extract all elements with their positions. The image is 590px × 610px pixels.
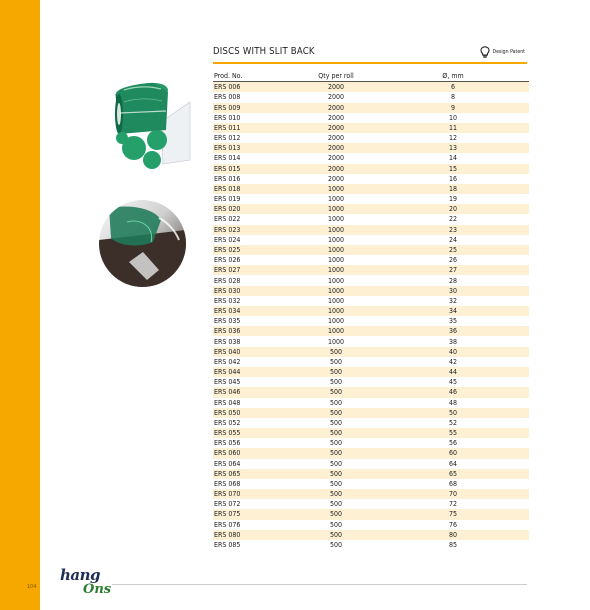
col-header-diameter: Ø, mm [377, 71, 529, 82]
cell-qty: 1000 [295, 306, 377, 316]
cell-diameter: 42 [377, 357, 529, 367]
table-row [213, 459, 529, 469]
cell-qty: 500 [295, 347, 377, 357]
table-row [213, 367, 529, 377]
table-row [213, 438, 529, 448]
cell-qty: 1000 [295, 225, 377, 235]
cell-prod-no: ERS 023 [213, 225, 295, 235]
table-row [213, 174, 529, 184]
cell-qty: 500 [295, 530, 377, 540]
table-row [213, 398, 529, 408]
cell-diameter: 12 [377, 133, 529, 143]
cell-qty: 2000 [295, 153, 377, 163]
table-row [213, 520, 529, 530]
cell-qty: 500 [295, 459, 377, 469]
table-row [213, 194, 529, 204]
cell-prod-no: ERS 013 [213, 143, 295, 153]
cell-diameter: 38 [377, 336, 529, 346]
cell-prod-no: ERS 036 [213, 326, 295, 336]
cell-prod-no: ERS 052 [213, 418, 295, 428]
cell-qty: 1000 [295, 316, 377, 326]
cell-diameter: 13 [377, 143, 529, 153]
cell-prod-no: ERS 026 [213, 255, 295, 265]
cell-prod-no: ERS 028 [213, 275, 295, 285]
cell-qty: 500 [295, 509, 377, 519]
table-row [213, 214, 529, 224]
cell-diameter: 30 [377, 286, 529, 296]
cell-prod-no: ERS 011 [213, 123, 295, 133]
cell-prod-no: ERS 046 [213, 387, 295, 397]
cell-prod-no: ERS 014 [213, 153, 295, 163]
table-row [213, 103, 529, 113]
cell-diameter: 26 [377, 255, 529, 265]
cell-diameter: 35 [377, 316, 529, 326]
cell-prod-no: ERS 048 [213, 398, 295, 408]
table-row [213, 326, 529, 336]
table-row [213, 377, 529, 387]
cell-qty: 1000 [295, 296, 377, 306]
cell-diameter: 68 [377, 479, 529, 489]
cell-qty: 2000 [295, 113, 377, 123]
cell-diameter: 32 [377, 296, 529, 306]
cell-diameter: 11 [377, 123, 529, 133]
cell-prod-no: ERS 050 [213, 408, 295, 418]
table-row [213, 255, 529, 265]
table-row [213, 133, 529, 143]
table-row [213, 204, 529, 214]
cell-qty: 1000 [295, 286, 377, 296]
table-row [213, 448, 529, 458]
cell-prod-no: ERS 008 [213, 92, 295, 102]
cell-diameter: 40 [377, 347, 529, 357]
cell-prod-no: ERS 034 [213, 306, 295, 316]
orange-sidebar [0, 0, 40, 610]
cell-diameter: 18 [377, 184, 529, 194]
cell-diameter: 46 [377, 387, 529, 397]
table-row [213, 336, 529, 346]
table-row [213, 509, 529, 519]
cell-diameter: 72 [377, 499, 529, 509]
table-row [213, 153, 529, 163]
cell-prod-no: ERS 085 [213, 540, 295, 550]
product-photo-roll [106, 72, 191, 172]
cell-prod-no: ERS 070 [213, 489, 295, 499]
cell-qty: 2000 [295, 174, 377, 184]
cell-qty: 500 [295, 367, 377, 377]
cell-diameter: 22 [377, 214, 529, 224]
cell-diameter: 85 [377, 540, 529, 550]
cell-diameter: 19 [377, 194, 529, 204]
cell-prod-no: ERS 024 [213, 235, 295, 245]
cell-diameter: 23 [377, 225, 529, 235]
cell-diameter: 15 [377, 164, 529, 174]
table-row [213, 479, 529, 489]
table-row [213, 164, 529, 174]
cell-prod-no: ERS 060 [213, 448, 295, 458]
cell-diameter: 56 [377, 438, 529, 448]
cell-prod-no: ERS 042 [213, 357, 295, 367]
table-row [213, 184, 529, 194]
cell-diameter: 80 [377, 530, 529, 540]
cell-diameter: 34 [377, 306, 529, 316]
table-row [213, 143, 529, 153]
cell-qty: 1000 [295, 326, 377, 336]
table-row [213, 265, 529, 275]
table-row [213, 275, 529, 285]
table-row [213, 92, 529, 102]
cell-diameter: 8 [377, 92, 529, 102]
hangons-logo [58, 566, 114, 602]
table-row [213, 357, 529, 367]
table-row [213, 489, 529, 499]
col-header-qty: Qty per roll [295, 71, 377, 82]
cell-prod-no: ERS 068 [213, 479, 295, 489]
cell-diameter: 24 [377, 235, 529, 245]
cell-diameter: 6 [377, 82, 529, 93]
design-patent-badge [480, 46, 525, 58]
cell-qty: 500 [295, 398, 377, 408]
cell-qty: 1000 [295, 255, 377, 265]
cell-prod-no: ERS 012 [213, 133, 295, 143]
cell-diameter: 45 [377, 377, 529, 387]
table-row [213, 428, 529, 438]
cell-prod-no: ERS 056 [213, 438, 295, 448]
table-row [213, 235, 529, 245]
table-row [213, 286, 529, 296]
product-photo-application [99, 200, 186, 287]
section-header [213, 44, 527, 64]
cell-diameter: 16 [377, 174, 529, 184]
cell-prod-no: ERS 032 [213, 296, 295, 306]
cell-qty: 2000 [295, 82, 377, 93]
cell-prod-no: ERS 022 [213, 214, 295, 224]
col-header-prod-no: Prod. No. [213, 71, 295, 82]
cell-qty: 1000 [295, 336, 377, 346]
lightbulb-icon [480, 46, 490, 58]
table-row [213, 316, 529, 326]
cell-qty: 500 [295, 357, 377, 367]
cell-qty: 1000 [295, 214, 377, 224]
table-row [213, 418, 529, 428]
cell-qty: 1000 [295, 204, 377, 214]
cell-qty: 2000 [295, 164, 377, 174]
cell-qty: 2000 [295, 133, 377, 143]
table-row [213, 499, 529, 509]
cell-diameter: 52 [377, 418, 529, 428]
cell-prod-no: ERS 010 [213, 113, 295, 123]
cell-qty: 500 [295, 387, 377, 397]
cell-diameter: 36 [377, 326, 529, 336]
cell-diameter: 50 [377, 408, 529, 418]
table-row [213, 245, 529, 255]
header-rule [213, 62, 527, 64]
cell-qty: 1000 [295, 245, 377, 255]
cell-diameter: 14 [377, 153, 529, 163]
cell-qty: 500 [295, 520, 377, 530]
cell-prod-no: ERS 035 [213, 316, 295, 326]
cell-qty: 500 [295, 428, 377, 438]
cell-prod-no: ERS 016 [213, 174, 295, 184]
cell-prod-no: ERS 065 [213, 469, 295, 479]
cell-prod-no: ERS 018 [213, 184, 295, 194]
cell-prod-no: ERS 080 [213, 530, 295, 540]
cell-diameter: 27 [377, 265, 529, 275]
cell-qty: 1000 [295, 194, 377, 204]
table-row [213, 296, 529, 306]
cell-prod-no: ERS 020 [213, 204, 295, 214]
cell-qty: 2000 [295, 103, 377, 113]
product-table [213, 71, 529, 550]
cell-qty: 2000 [295, 92, 377, 102]
cell-diameter: 28 [377, 275, 529, 285]
logo-text-ons: Ons [83, 582, 112, 597]
cell-prod-no: ERS 076 [213, 520, 295, 530]
cell-qty: 2000 [295, 123, 377, 133]
cell-prod-no: ERS 040 [213, 347, 295, 357]
cell-diameter: 70 [377, 489, 529, 499]
cell-qty: 1000 [295, 275, 377, 285]
table-row [213, 113, 529, 123]
cell-diameter: 9 [377, 103, 529, 113]
logo-text-hang: hang [60, 566, 101, 584]
cell-prod-no: ERS 027 [213, 265, 295, 275]
cell-prod-no: ERS 015 [213, 164, 295, 174]
cell-diameter: 20 [377, 204, 529, 214]
table-row [213, 347, 529, 357]
table-row [213, 123, 529, 133]
cell-diameter: 10 [377, 113, 529, 123]
table-row [213, 408, 529, 418]
table-row [213, 469, 529, 479]
cell-diameter: 60 [377, 448, 529, 458]
page-number: 104 [27, 584, 37, 590]
footer-rule [112, 584, 527, 585]
cell-qty: 1000 [295, 265, 377, 275]
cell-diameter: 44 [377, 367, 529, 377]
cell-qty: 500 [295, 479, 377, 489]
cell-prod-no: ERS 044 [213, 367, 295, 377]
cell-prod-no: ERS 075 [213, 509, 295, 519]
table-row [213, 530, 529, 540]
cell-qty: 500 [295, 418, 377, 428]
cell-prod-no: ERS 019 [213, 194, 295, 204]
table-row [213, 82, 529, 93]
cell-diameter: 75 [377, 509, 529, 519]
cell-qty: 500 [295, 377, 377, 387]
table-header-row [213, 71, 529, 82]
table-row [213, 540, 529, 550]
cell-diameter: 64 [377, 459, 529, 469]
table-row [213, 387, 529, 397]
cell-prod-no: ERS 030 [213, 286, 295, 296]
table-row [213, 225, 529, 235]
cell-diameter: 48 [377, 398, 529, 408]
cell-prod-no: ERS 045 [213, 377, 295, 387]
cell-prod-no: ERS 064 [213, 459, 295, 469]
cell-diameter: 65 [377, 469, 529, 479]
cell-qty: 500 [295, 540, 377, 550]
cell-prod-no: ERS 038 [213, 336, 295, 346]
patent-label: Design Patent [492, 49, 525, 55]
cell-qty: 500 [295, 448, 377, 458]
cell-qty: 500 [295, 499, 377, 509]
cell-qty: 1000 [295, 235, 377, 245]
cell-prod-no: ERS 055 [213, 428, 295, 438]
cell-qty: 500 [295, 438, 377, 448]
cell-diameter: 55 [377, 428, 529, 438]
cell-diameter: 25 [377, 245, 529, 255]
cell-qty: 500 [295, 469, 377, 479]
cell-qty: 500 [295, 489, 377, 499]
cell-prod-no: ERS 072 [213, 499, 295, 509]
page-title: DISCS WITH SLIT BACK [213, 46, 315, 57]
cell-diameter: 76 [377, 520, 529, 530]
cell-qty: 1000 [295, 184, 377, 194]
cell-qty: 2000 [295, 143, 377, 153]
cell-prod-no: ERS 009 [213, 103, 295, 113]
cell-prod-no: ERS 025 [213, 245, 295, 255]
table-row [213, 306, 529, 316]
cell-prod-no: ERS 006 [213, 82, 295, 93]
cell-qty: 500 [295, 408, 377, 418]
